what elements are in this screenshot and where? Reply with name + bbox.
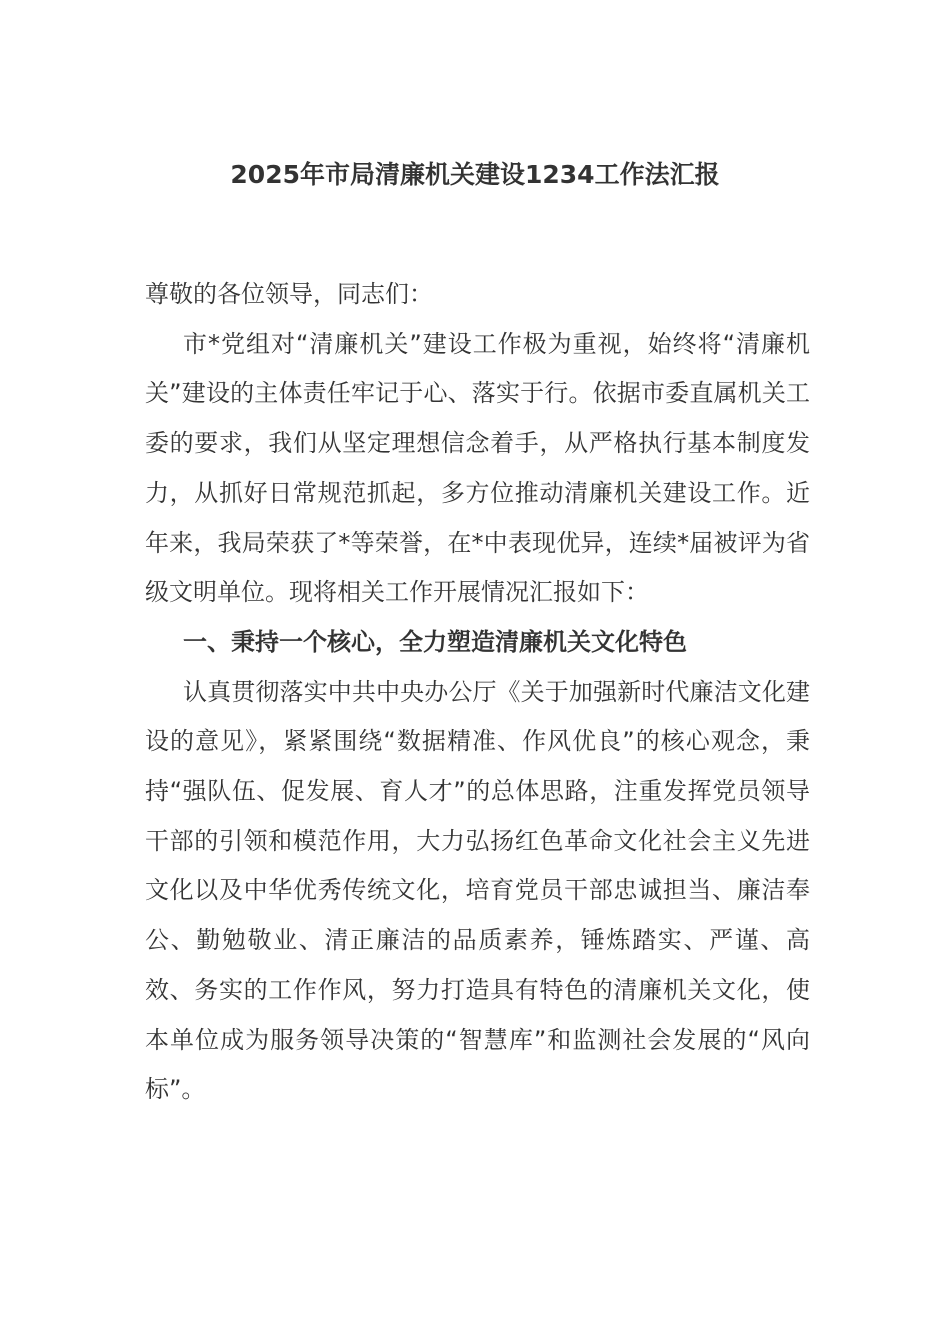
- section-heading: 一、秉持一个核心，全力塑造清廉机关文化特色: [183, 627, 687, 656]
- intro-paragraph: 市*党组对“清廉机关”建设工作极为重视，始终将“清廉机关”建设的主体责任牢记于心、落实于行。依据市委直属机关工委的要求，我们从坚定理想信念着手，从严格执行基本制度发力，从抓好日常规范抓起，多方位推动清廉机关建设工作。近年来，我局荣获了*等荣誉，在*中表现优异，连续*届被评为省级文明单位。现将相关工作开展情况汇报如下：: [145, 329, 810, 607]
- document-title: 2025年市局清廉机关建设1234工作法汇报: [230, 160, 720, 189]
- salutation: 尊敬的各位领导，同志们：: [145, 280, 433, 308]
- section-paragraph: 认真贯彻落实中共中央办公厅《关于加强新时代廉洁文化建设的意见》，紧紧围绕“数据精准、作风优良”的核心观念，秉持“强队伍、促发展、育人才”的总体思路，注重发挥党员领导干部的引领和模范作用，大力弘扬红色革命文化社会主义先进文化以及中华优秀传统文化，培育党员干部忠诚担当、廉洁奉公、勤勉敬业、清正廉洁的品质素养，锤炼踏实、严谨、高效、务实的工作作风，努力打造具有特色的清廉机关文化，使本单位成为服务领导决策的“智慧库”和监测社会发展的“风向标”。: [145, 677, 810, 1104]
- document-body: [145, 270, 810, 1115]
